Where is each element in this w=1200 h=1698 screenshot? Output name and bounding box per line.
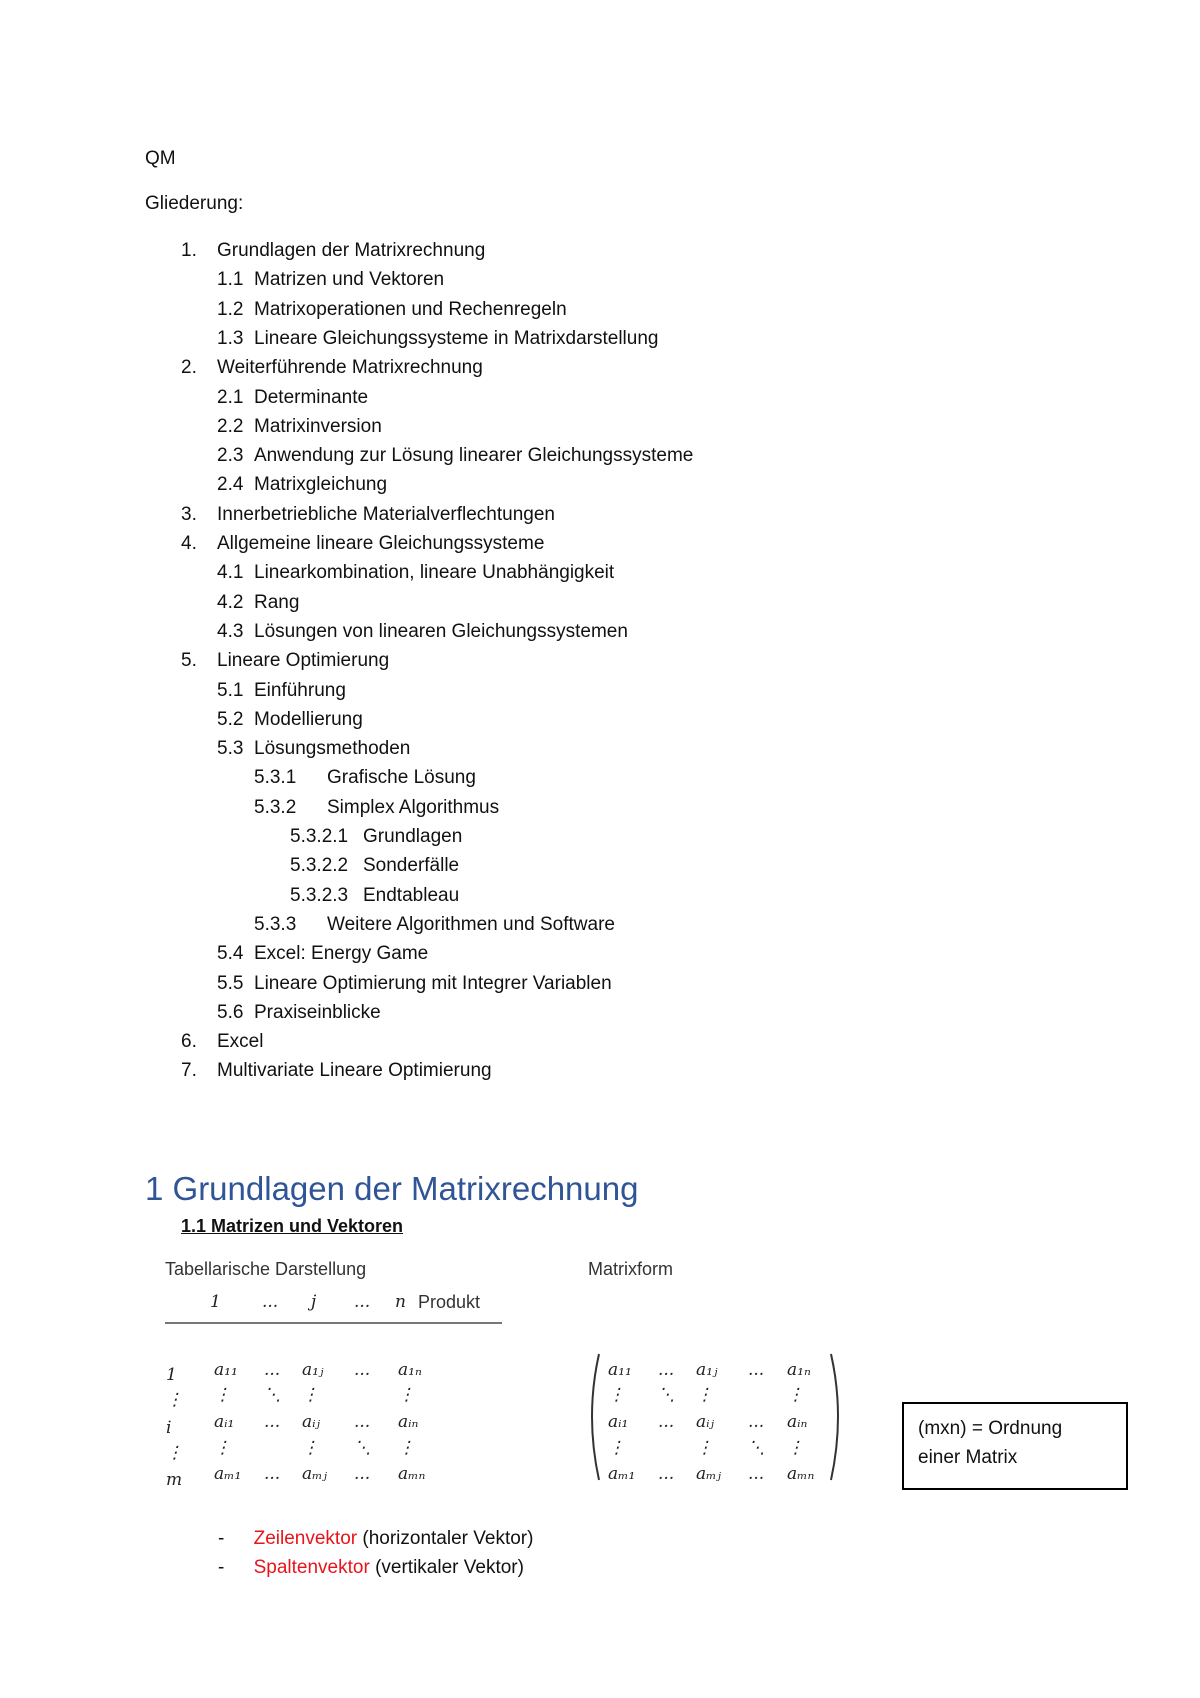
toc-item-label: Grundlagen der Matrixrechnung: [217, 240, 486, 261]
toc-item-label: Praxiseinblicke: [254, 1002, 381, 1023]
toc-item-number: 5.2: [217, 709, 244, 730]
matrix-cell: aₘ₁: [608, 1464, 636, 1484]
bullet-column-vector: [218, 1557, 524, 1579]
order-note-line-1: (mxn) = Ordnung: [918, 1418, 1063, 1439]
matrix-cell: aₘₙ: [787, 1464, 815, 1484]
toc-item-label: Lineare Optimierung mit Integrer Variablen: [254, 973, 612, 994]
matrix-cell: ⋱: [748, 1438, 765, 1458]
toc-item-number: 4.: [181, 533, 197, 554]
column-header: 1: [210, 1292, 221, 1312]
toc-item-label: Lineare Optimierung: [217, 650, 390, 671]
toc-item-number: 1.2: [217, 299, 244, 320]
toc-item-number: 4.2: [217, 592, 244, 613]
matrix-cell: ...: [748, 1360, 765, 1380]
table-cell: ...: [354, 1412, 371, 1432]
table-cell: aᵢⱼ: [302, 1412, 321, 1432]
toc-item-number: 2.1: [217, 387, 244, 408]
matrix-cell: ...: [748, 1464, 765, 1484]
toc-item-label: Grundlagen: [363, 826, 463, 847]
column-vector-term: Spaltenvektor: [253, 1557, 370, 1578]
toc-item-label: Einführung: [254, 680, 346, 701]
column-header: n: [395, 1292, 406, 1312]
document-title: QM: [145, 148, 176, 169]
toc-item-label: Rang: [254, 592, 300, 613]
subsection-heading: 1.1 Matrizen und Vektoren: [181, 1216, 404, 1236]
table-cell: ⋱: [354, 1438, 371, 1458]
bullet-row-vector: [218, 1528, 533, 1550]
table-cell: aᵢₙ: [398, 1412, 419, 1432]
toc-item-label: Excel: [217, 1031, 264, 1052]
row-label: i: [166, 1418, 172, 1438]
toc-item-label: Matrixinversion: [254, 416, 382, 437]
toc-item-label: Simplex Algorithmus: [327, 797, 500, 818]
toc-item-number: 1.3: [217, 328, 244, 349]
row-label: ⋮: [166, 1390, 183, 1410]
matrix-cell: a₁ⱼ: [696, 1360, 718, 1380]
table-cell: a₁₁: [214, 1360, 238, 1380]
table-cell: ⋮: [302, 1385, 319, 1405]
toc-item-number: 4.1: [217, 562, 244, 583]
matrix-cell: ⋱: [658, 1385, 675, 1405]
matrix-cell: ...: [748, 1412, 765, 1432]
order-note-line-2: einer Matrix: [918, 1447, 1018, 1468]
toc-item-label: Sonderfälle: [363, 855, 460, 876]
toc-item-label: Innerbetriebliche Materialverflechtungen: [217, 504, 555, 525]
matrix-cell: aᵢⱼ: [696, 1412, 715, 1432]
toc-item-number: 6.: [181, 1031, 197, 1052]
toc-item-number: 5.3: [217, 738, 244, 759]
table-cell: ⋱: [264, 1385, 281, 1405]
toc-item-label: Lineare Gleichungssysteme in Matrixdarstellung: [254, 328, 659, 349]
table-cell: aₘⱼ: [302, 1464, 328, 1484]
table-cell: aₘ₁: [214, 1464, 242, 1484]
table-cell: ...: [264, 1464, 281, 1484]
table-cell: ⋮: [398, 1385, 415, 1405]
table-cell: ⋮: [398, 1438, 415, 1458]
toc-item-number: 3.: [181, 504, 197, 525]
toc-item-label: Lösungsmethoden: [254, 738, 411, 759]
matrix-cell: ...: [658, 1360, 675, 1380]
toc-item-number: 7.: [181, 1060, 197, 1081]
toc-item-number: 1.1: [217, 269, 244, 290]
toc-item-number: 5.3.1: [254, 767, 297, 788]
matrix-cell: aₘⱼ: [696, 1464, 722, 1484]
row-label: m: [166, 1470, 183, 1490]
matrix-cell: ...: [658, 1464, 675, 1484]
toc-item-label: Weiterführende Matrixrechnung: [217, 357, 483, 378]
matrix-cell: a₁₁: [608, 1360, 632, 1380]
table-cell: ⋮: [214, 1438, 231, 1458]
toc-item-number: 5.: [181, 650, 197, 671]
toc-item-number: 5.3.2: [254, 797, 297, 818]
column-header: ...: [262, 1292, 279, 1312]
toc-item-label: Linearkombination, lineare Unabhängigkeit: [254, 562, 615, 583]
toc-item-number: 2.: [181, 357, 197, 378]
table-cell: a₁ₙ: [398, 1360, 422, 1380]
toc-item-number: 2.3: [217, 445, 244, 466]
table-cell: ...: [354, 1360, 371, 1380]
toc-item-label: Weitere Algorithmen und Software: [327, 914, 615, 935]
toc-item-number: 2.4: [217, 474, 244, 495]
toc-item-label: Endtableau: [363, 885, 460, 906]
toc-item-number: 5.3.2.2: [290, 855, 349, 876]
toc-item-label: Multivariate Lineare Optimierung: [217, 1060, 492, 1081]
table-cell: aᵢ₁: [214, 1412, 235, 1432]
table-cell: ...: [264, 1360, 281, 1380]
toc-item-label: Anwendung zur Lösung linearer Gleichungssysteme: [254, 445, 694, 466]
table-cell: ⋮: [214, 1385, 231, 1405]
table-caption: Tabellarische Darstellung: [165, 1259, 367, 1279]
toc-item-number: 5.1: [217, 680, 244, 701]
table-cell: ...: [264, 1412, 281, 1432]
toc-item-label: Modellierung: [254, 709, 363, 730]
matrix-cell: aᵢₙ: [787, 1412, 808, 1432]
table-cell: ...: [354, 1464, 371, 1484]
toc-item-label: Determinante: [254, 387, 369, 408]
matrix-cell: ⋮: [608, 1438, 625, 1458]
toc-item-label: Matrixgleichung: [254, 474, 388, 495]
matrix-cell: ⋮: [787, 1385, 804, 1405]
column-header: ...: [354, 1292, 371, 1312]
toc-item-number: 5.3.2.1: [290, 826, 349, 847]
row-label: ⋮: [166, 1443, 183, 1463]
toc-item-label: Lösungen von linearen Gleichungssystemen: [254, 621, 628, 642]
toc-item-number: 5.6: [217, 1002, 244, 1023]
matrix-cell: aᵢ₁: [608, 1412, 629, 1432]
row-vector-desc: (horizontaler Vektor): [357, 1528, 534, 1549]
toc-item-label: Matrixoperationen und Rechenregeln: [254, 299, 567, 320]
row-vector-term: Zeilenvektor: [253, 1528, 358, 1549]
matrix-caption: Matrixform: [588, 1259, 673, 1279]
column-vector-desc: (vertikaler Vektor): [369, 1557, 524, 1578]
matrix-cell: ⋮: [787, 1438, 804, 1458]
row-label: 1: [166, 1365, 177, 1385]
product-label: Produkt: [418, 1292, 481, 1312]
table-cell: ⋮: [302, 1438, 319, 1458]
table-cell: aₘₙ: [398, 1464, 426, 1484]
toc-item-label: Matrizen und Vektoren: [254, 269, 445, 290]
matrix-cell: ⋮: [696, 1438, 713, 1458]
toc-item-number: 2.2: [217, 416, 244, 437]
toc-item-number: 5.4: [217, 943, 244, 964]
outline-label: Gliederung:: [145, 193, 244, 214]
matrix-cell: ⋮: [608, 1385, 625, 1405]
bullet-dash: -: [218, 1557, 225, 1578]
toc-item-label: Excel: Energy Game: [254, 943, 429, 964]
table-cell: a₁ⱼ: [302, 1360, 324, 1380]
toc-item-label: Allgemeine lineare Gleichungssysteme: [217, 533, 545, 554]
matrix-cell: ⋮: [696, 1385, 713, 1405]
column-header: j: [311, 1292, 317, 1312]
toc-item-number: 1.: [181, 240, 197, 261]
section-heading: 1 Grundlagen der Matrixrechnung: [145, 1170, 639, 1207]
order-note-box: [902, 1402, 1128, 1490]
toc-item-label: Grafische Lösung: [327, 767, 476, 788]
toc-item-number: 5.3.2.3: [290, 885, 349, 906]
toc-item-number: 5.5: [217, 973, 244, 994]
matrix-cell: a₁ₙ: [787, 1360, 811, 1380]
table-header-rule: [165, 1322, 502, 1324]
bullet-dash: -: [218, 1528, 225, 1549]
toc-item-number: 5.3.3: [254, 914, 297, 935]
toc-item-number: 4.3: [217, 621, 244, 642]
matrix-cell: ...: [658, 1412, 675, 1432]
